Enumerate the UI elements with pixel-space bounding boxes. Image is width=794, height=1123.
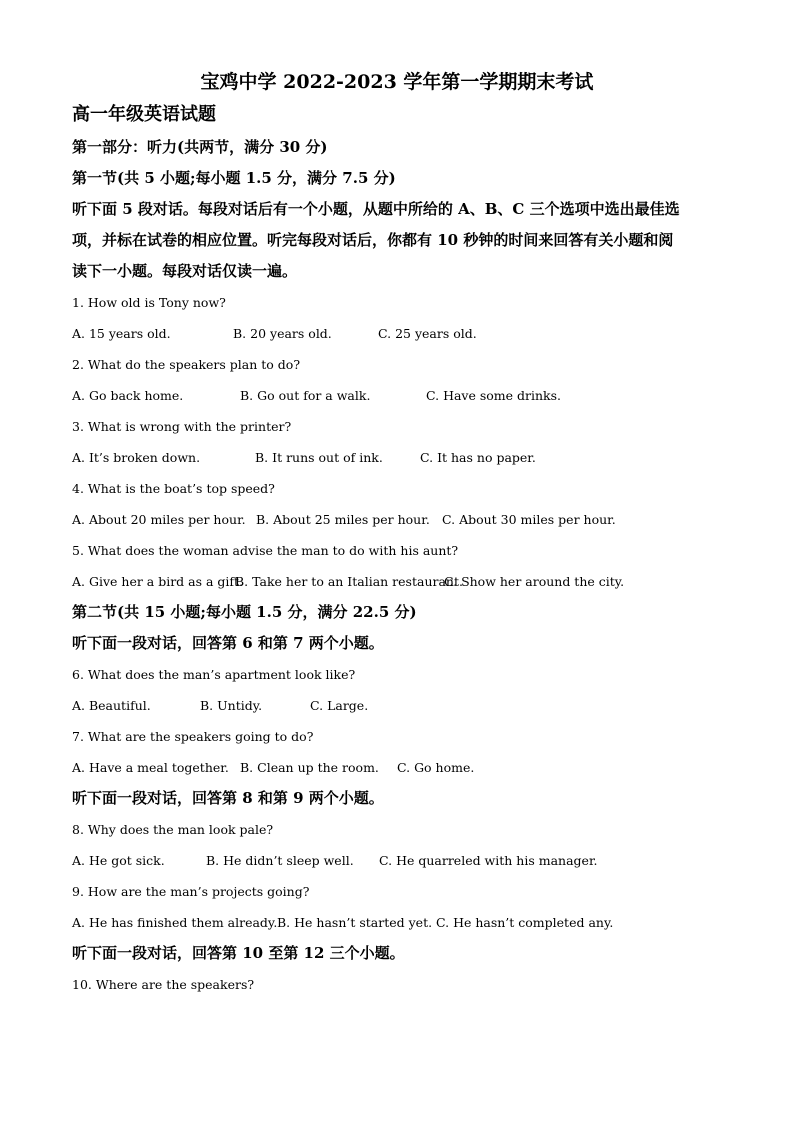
question-4: 4. What is the boat’s top speed?	[72, 481, 275, 496]
options-2	[72, 380, 722, 411]
option-a: A. Have a meal together.	[72, 760, 229, 775]
options-4	[72, 504, 722, 535]
section2-heading: 第二节(共 15 小题;每小题 1.5 分，满分 22.5 分)	[72, 603, 417, 621]
part1-heading: 第一部分：听力(共两节，满分 30 分)	[72, 138, 328, 156]
group-instruction: 听下面一段对话，回答第 10 至第 12 三个小题。	[72, 944, 405, 962]
option-c: C. About 30 miles per hour.	[442, 512, 616, 527]
question-2: 2. What do the speakers plan to do?	[72, 357, 301, 372]
options-6	[72, 690, 722, 721]
group-instruction: 听下面一段对话，回答第 6 和第 7 两个小题。	[72, 634, 384, 652]
option-c: C. 25 years old.	[378, 326, 477, 341]
exam-subtitle: 高一年级英语试题	[72, 104, 216, 125]
option-b: B. It runs out of ink.	[255, 450, 383, 465]
option-a: A. About 20 miles per hour.	[72, 512, 246, 527]
question-6: 6. What does the man’s apartment look like?	[72, 667, 356, 682]
option-a: A. He has finished them already.	[72, 915, 278, 930]
option-a: A. 15 years old.	[72, 326, 171, 341]
options-8	[72, 845, 722, 876]
question-10: 10. Where are the speakers?	[72, 977, 255, 992]
options-3	[72, 442, 722, 473]
option-b: B. About 25 miles per hour.	[256, 512, 430, 527]
options-7	[72, 752, 722, 783]
question-7: 7. What are the speakers going to do?	[72, 729, 314, 744]
instruction-line: 听下面 5 段对话。每段对话后有一个小题，从题中所给的 A、B、C 三个选项中选出最佳选	[72, 200, 680, 218]
option-a: A. It’s broken down.	[72, 450, 201, 465]
option-c: C. Have some drinks.	[426, 388, 562, 403]
option-b: B. Take her to an Italian restaurant.	[235, 574, 463, 589]
section1-heading: 第一节(共 5 小题;每小题 1.5 分，满分 7.5 分)	[72, 169, 396, 187]
option-c: C. Go home.	[397, 760, 475, 775]
option-c: C. Large.	[310, 698, 369, 713]
option-c: C. Show her around the city.	[444, 574, 625, 589]
option-a: A. Go back home.	[72, 388, 184, 403]
option-b: B. Clean up the room.	[240, 760, 379, 775]
option-b: B. 20 years old.	[233, 326, 332, 341]
option-b: B. Go out for a walk.	[240, 388, 371, 403]
question-3: 3. What is wrong with the printer?	[72, 419, 292, 434]
exam-title: 宝鸡中学 2022-2023 学年第一学期期末考试	[200, 71, 594, 93]
group-instruction: 听下面一段对话，回答第 8 和第 9 两个小题。	[72, 789, 384, 807]
options-5	[72, 566, 722, 597]
option-c: C. It has no paper.	[420, 450, 536, 465]
option-c: C. He quarreled with his manager.	[379, 853, 598, 868]
option-b: B. Untidy.	[200, 698, 263, 713]
options-1	[72, 318, 722, 349]
question-5: 5. What does the woman advise the man to do with his aunt?	[72, 543, 459, 558]
instruction-line: 读下一小题。每段对话仅读一遍。	[72, 262, 298, 280]
option-b: B. He hasn’t started yet.	[277, 915, 433, 930]
question-1: 1. How old is Tony now?	[72, 295, 226, 310]
instruction-line: 项，并标在试卷的相应位置。听完每段对话后，你都有 10 秒钟的时间来回答有关小题和阅	[72, 231, 674, 249]
option-c: C. He hasn’t completed any.	[436, 915, 614, 930]
option-a: A. Give her a bird as a gift.	[72, 574, 244, 589]
exam-page	[72, 66, 722, 1000]
question-9: 9. How are the man’s projects going?	[72, 884, 310, 899]
section1-instruction	[72, 194, 722, 287]
question-8: 8. Why does the man look pale?	[72, 822, 274, 837]
option-b: B. He didn’t sleep well.	[206, 853, 354, 868]
option-a: A. He got sick.	[72, 853, 165, 868]
options-9	[72, 907, 722, 938]
option-a: A. Beautiful.	[72, 698, 151, 713]
